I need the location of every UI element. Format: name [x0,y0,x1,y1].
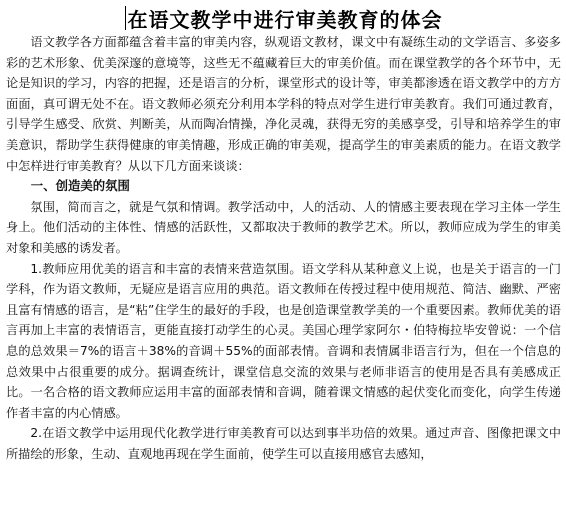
page-title: 在语文教学中进行审美教育的体会 [127,7,443,32]
point-1-paragraph: 1.教师应用优美的语言和丰富的表情来营造氛围。语文学科从某种意义上说，也是关于语言的一门学科，作为语文教师，无疑应是语言应用的典范。语文教师在传授过程中使用规范、简洁、幽默、严密且富有情感的语言，是“粘”住学生的最好的手段，也是创造课堂教学美的一个重要因素。教师优美的语言再加上丰富的表情语言，更能直接打动学生的心灵。美国心理学家阿尔・伯特梅拉毕安曾说：一个信息的总效果＝7%的语言＋38%的音调＋55%的面部表情。音调和表情属非语言行为，但在一个信息的总效果中占很重要的成分。据调查统计，课堂信息交流的效果与老师非语言的使用是否具有美感成正比。一名合格的语文教师应运用丰富的面部表情和音调，随着课文情感的起伏变化而变化，向学生传递作者丰富的内心情感。 [6,261,561,420]
text-cursor [125,6,126,30]
point-2-paragraph: 2.在语文教学中运用现代化教学进行审美教育可以达到事半功倍的效果。通过声音、图像把课文中所描绘的形象，生动、直观地再现在学生面前，使学生可以直接用感官去感知， [6,426,561,461]
section-heading-1: 一、创造美的氛围 [30,178,130,194]
section1-paragraph: 氛围，简而言之，就是气氛和情调。教学活动中，人的活动、人的情感主要表现在学习主体一学生身上。他们活动的主体性、情感的活跃性，又都取决于教师的教学艺术。所以，教师应成为学生的审美对象和美感的诱发者。 [6,199,561,255]
title-row [6,4,561,32]
intro-paragraph: 语文教学各方面都蕴含着丰富的审美内容，纵观语文教材，课文中有凝练生动的文学语言、多姿多彩的艺术形象、优美深邃的意境等，这些无不蕴藏着巨大的审美价值。而在课堂教学的各个环节中，无论是知识的学习，内容的把握，还是语言的分析，课堂形式的设计等，审美都渗透在语文教学中的方方面面，真可谓无处不在。语文教师必须充分利用本学科的特点对学生进行审美教育。我们可通过教育，引导学生感受、欣赏、判断美，从而陶冶情操，净化灵魂，获得无穷的美感享受，引导和培养学生的审美意识，帮助学生获得健康的审美情趣，形成正确的审美观，提高学生的审美素质的能力。在语文教学中怎样进行审美教育？从以下几方面来谈谈： [6,35,561,173]
